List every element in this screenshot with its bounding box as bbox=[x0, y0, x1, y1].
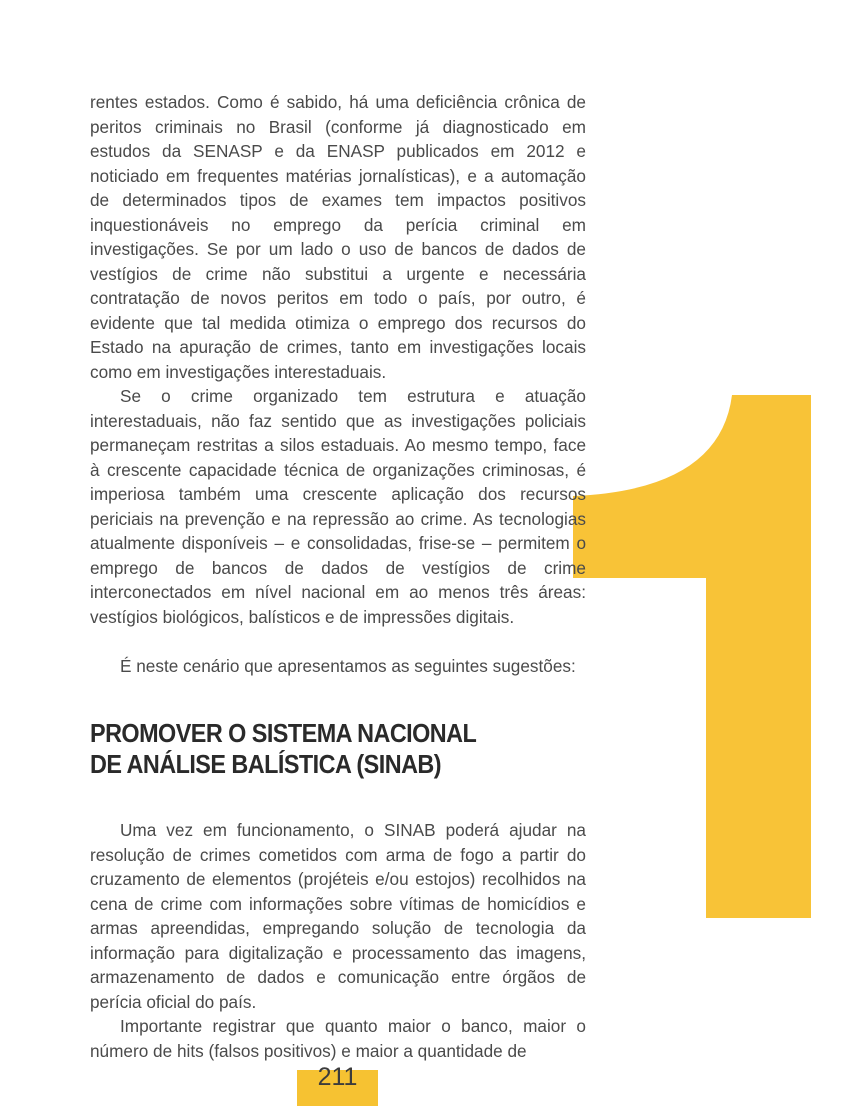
section-heading-line-2: DE ANÁLISE BALÍSTICA (SINAB) bbox=[90, 749, 442, 779]
paragraph-sinab: Uma vez em funcionamento, o SINAB poderá ajudar na resolução de crimes cometidos com arma de fogo a partir do cruzamento de elementos (projéteis e/ou estojos) recolhidos na cena de crime com informações sobre vítimas de homicídios e armas apreendidas, empregando solução de tecnologia da informação para digitalização e processamento das imagens, armazenamento de dados e comunicação entre órgãos de perícia oficial do país. bbox=[90, 820, 586, 1012]
body-text-column bbox=[90, 90, 586, 1063]
page-number: 211 bbox=[317, 1063, 358, 1091]
numeral-one-shape bbox=[573, 395, 811, 918]
paragraph-scenario: É neste cenário que apresentamos as seguintes sugestões: bbox=[120, 655, 576, 676]
section-heading bbox=[90, 718, 594, 780]
paragraph-continued: rentes estados. Como é sabido, há uma deficiência crônica de peritos criminais no Brasil (conforme já diagnosticado em estudos da SENASP e da ENASP publicados em 2012 e noticiado em frequentes matérias jornalísticas), e a automação de determinados tipos de exames tem impactos positivos inquestionáveis no emprego da perícia criminal em investigações. Se por um lado o uso de bancos de dados de vestígios de crime não substitui a urgente e necessária contratação de novos peritos em todo o país, por outro, é evidente que tal medida otimiza o emprego dos recursos do Estado na apuração de crimes, tanto em investigações locais como em investigações interestaduais. bbox=[90, 92, 586, 382]
paragraph-organized-crime: Se o crime organizado tem estrutura e atuação interestaduais, não faz sentido que as investigações policiais permaneçam restritas a silos estaduais. Ao mesmo tempo, face à crescente capacidade técnica de organizações criminosas, é imperiosa também uma crescente aplicação dos recursos periciais na prevenção e na repressão ao crime. As tecnologias atualmente disponíveis – e consolidadas, frise-se – permitem o emprego de bancos de dados de vestígios de crime interconectados em nível nacional em ao menos três áreas: vestígios biológicos, balísticos e de impressões digitais. bbox=[90, 386, 586, 627]
paragraph-important: Importante registrar que quanto maior o banco, maior o número de hits (falsos positivos) e maior a quantidade de bbox=[90, 1016, 586, 1061]
section-heading-line-1: PROMOVER O SISTEMA NACIONAL bbox=[90, 718, 477, 748]
